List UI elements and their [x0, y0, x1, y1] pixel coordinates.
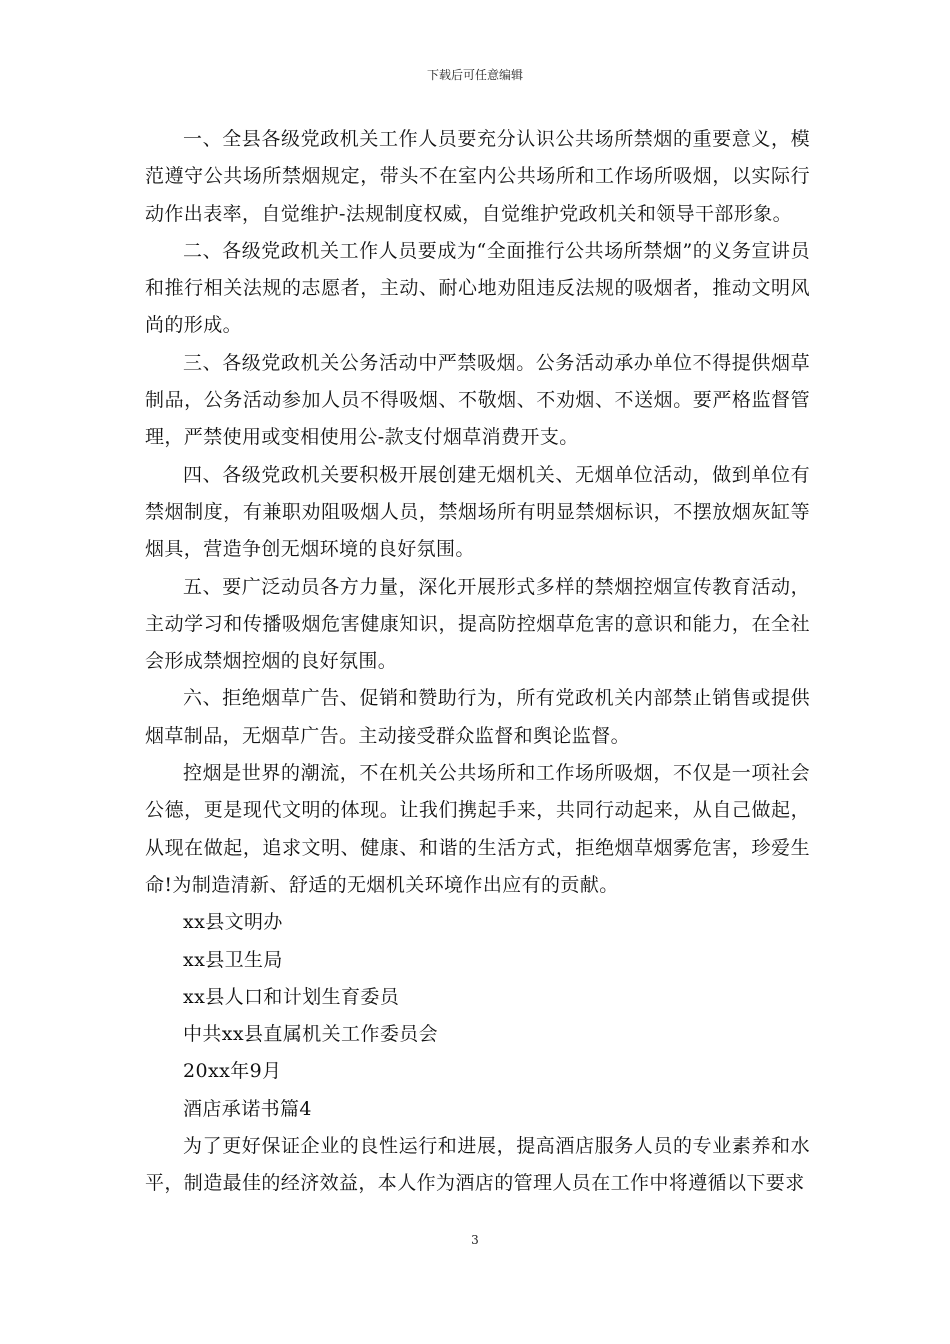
paragraph-3: 三、各级党政机关公务活动中严禁吸烟。公务活动承办单位不得提供烟草制品，公务活动参加人员不得吸烟、不敬烟、不劝烟、不送烟。要严格监督管理，严禁使用或变相使用公-款支付烟草消费开支。: [145, 351, 810, 449]
paragraph-2: 二、各级党政机关工作人员要成为“全面推行公共场所禁烟”的义务宣讲员和推行相关法规的志愿者，主动、耐心地劝阻违反法规的吸烟者，推动文明风尚的形成。: [145, 239, 810, 337]
page-number: 3: [471, 1233, 479, 1247]
signature-line-4: 中共xx县直属机关工作委员会: [183, 1023, 439, 1046]
paragraph-6: 六、拒绝烟草广告、促销和赞助行为，所有党政机关内部禁止销售或提供烟草制品，无烟草广告。主动接受群众监督和舆论监督。: [145, 687, 810, 747]
closing-paragraph: 为了更好保证企业的良性运行和进展，提高酒店服务人员的专业素养和水平，制造最佳的经济效益，本人作为酒店的管理人员在工作中将遵循以下要求: [145, 1135, 810, 1195]
date-line: 20xx年9月: [183, 1060, 282, 1083]
document-body: [145, 121, 810, 1203]
signature-line-3: xx县人口和计划生育委员: [183, 985, 400, 1008]
paragraph-4: 四、各级党政机关要积极开展创建无烟机关、无烟单位活动，做到单位有禁烟制度，有兼职劝阻吸烟人员，禁烟场所有明显禁烟标识，不摆放烟灰缸等烟具，营造争创无烟环境的良好氛围。: [145, 463, 810, 561]
signature-line-1: xx县文明办: [183, 911, 283, 934]
paragraph-1: 一、全县各级党政机关工作人员要充分认识公共场所禁烟的重要意义，模范遵守公共场所禁烟规定，带头不在室内公共场所和工作场所吸烟，以实际行动作出表率，自觉维护-法规制度权威，自觉维护党政机关和领导干部形象。: [145, 128, 810, 225]
signature-line-2: xx县卫生局: [183, 948, 283, 971]
paragraph-7: 控烟是世界的潮流，不在机关公共场所和工作场所吸烟，不仅是一项社会公德，更是现代文明的体现。让我们携起手来，共同行动起来，从自己做起，从现在做起，追求文明、健康、和谐的生活方式，拒绝烟草烟雾危害，珍爱生命!为制造清新、舒适的无烟机关环境作出应有的贡献。: [145, 762, 810, 896]
paragraph-5: 五、要广泛动员各方力量，深化开展形式多样的禁烟控烟宣传教育活动，主动学习和传播吸烟危害健康知识，提高防控烟草危害的意识和能力，在全社会形成禁烟控烟的良好氛围。: [145, 575, 810, 673]
page-header: 下载后可任意编辑: [426, 68, 523, 82]
section-heading: 酒店承诺书篇4: [183, 1097, 312, 1120]
